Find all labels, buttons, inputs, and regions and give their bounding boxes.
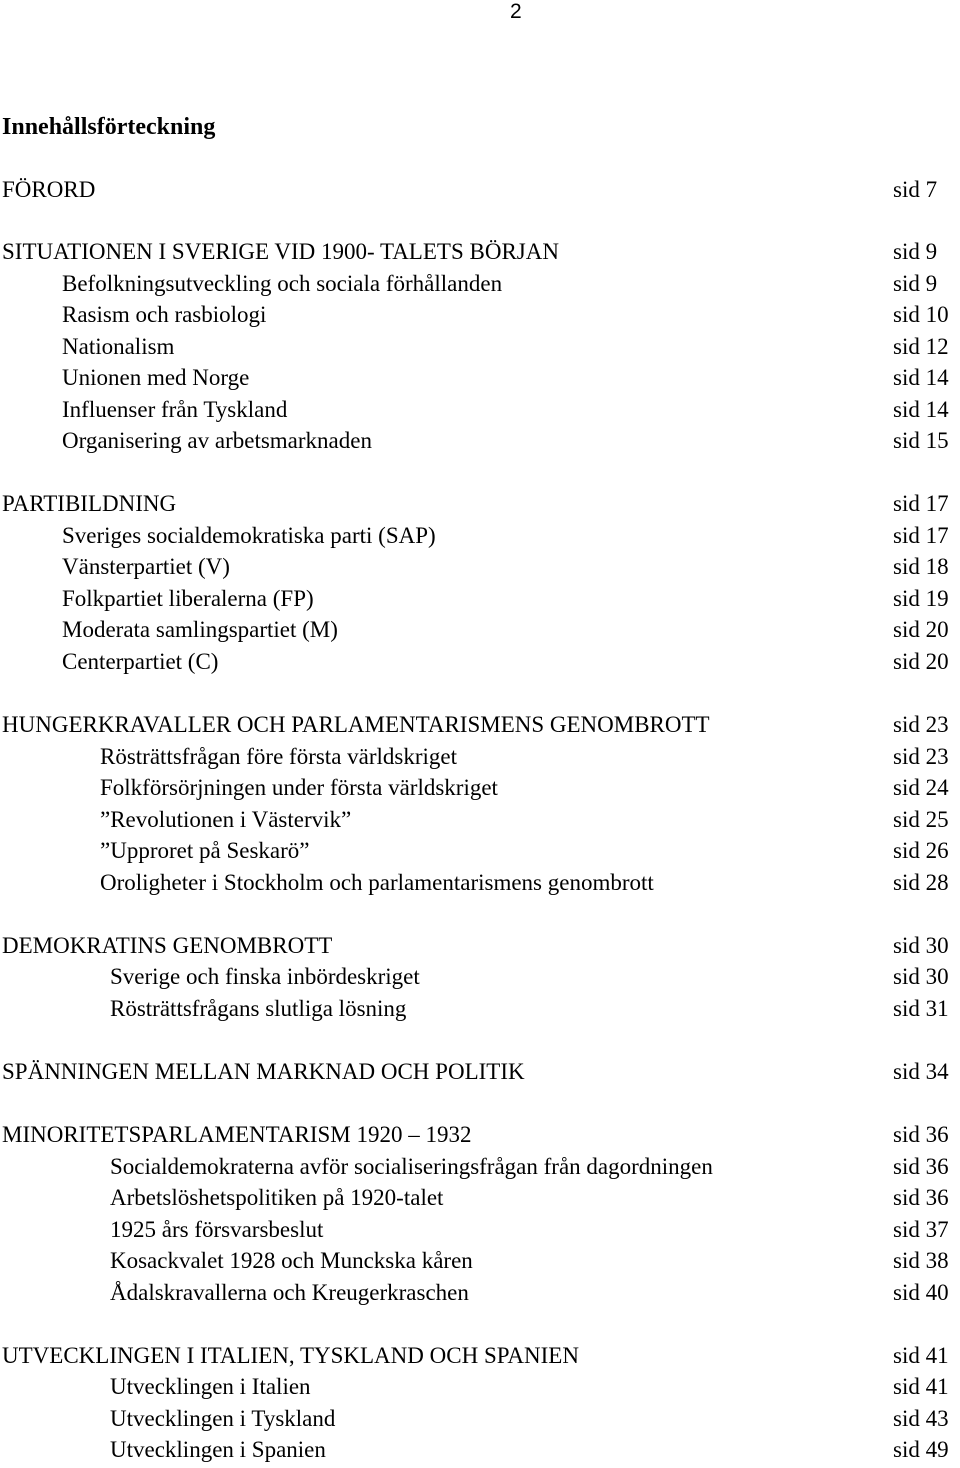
toc-entry-page: sid 38	[893, 1248, 949, 1273]
toc-entry-text: Arbetslöshetspolitiken på 1920-talet	[110, 1185, 444, 1210]
toc-entry-page: sid 10	[893, 302, 949, 327]
toc-entry-page: sid 14	[893, 397, 949, 422]
toc-subentry	[0, 805, 960, 835]
toc-subentry	[0, 615, 960, 645]
toc-entry-text: Rösträttsfrågan före första världskriget	[100, 744, 458, 769]
toc-entry-page: sid 25	[893, 807, 949, 832]
toc-entry-page: sid 9	[893, 239, 938, 264]
toc-entry-text: Befolkningsutveckling och sociala förhållanden	[62, 271, 503, 296]
toc-entry-text: Moderata samlingspartiet (M)	[62, 617, 338, 642]
toc-subentry	[0, 994, 960, 1024]
toc-section-heading	[0, 1120, 960, 1150]
toc-subentry	[0, 395, 960, 425]
toc-entry-text: Nationalism	[62, 334, 175, 359]
toc-subentry	[0, 1152, 960, 1182]
toc-entry-page: sid 17	[893, 491, 949, 516]
page-number: 2	[510, 0, 522, 23]
toc-entry-text: UTVECKLINGEN I ITALIEN, TYSKLAND OCH SPANIEN	[2, 1343, 579, 1368]
toc-subentry	[0, 868, 960, 898]
toc-entry-text: Oroligheter i Stockholm och parlamentarismens genombrott	[100, 870, 654, 895]
toc-subentry	[0, 426, 960, 456]
toc-entry-page: sid 15	[893, 428, 949, 453]
toc-section-heading	[0, 710, 960, 740]
toc-entry-text: Unionen med Norge	[62, 365, 250, 390]
toc-subentry	[0, 1215, 960, 1245]
toc-entry-text: Ådalskravallerna och Kreugerkraschen	[110, 1280, 469, 1305]
toc-section-heading	[0, 1341, 960, 1371]
toc-subentry	[0, 1372, 960, 1402]
toc-entry-text: ”Upproret på Seskarö”	[100, 838, 310, 863]
toc-entry-page: sid 20	[893, 649, 949, 674]
toc-entry-text: Kosackvalet 1928 och Munckska kåren	[110, 1248, 473, 1273]
toc-entry-page: sid 7	[893, 177, 938, 202]
toc-entry-text: PARTIBILDNING	[2, 491, 177, 516]
toc-entry-text: DEMOKRATINS GENOMBROTT	[2, 933, 333, 958]
toc-entry-page: sid 17	[893, 523, 949, 548]
toc-subentry	[0, 1404, 960, 1434]
toc-section-heading	[0, 489, 960, 519]
toc-entry-page: sid 23	[893, 744, 949, 769]
toc-entry-page: sid 14	[893, 365, 949, 390]
toc-subentry	[0, 962, 960, 992]
toc-entry-text: FÖRORD	[2, 177, 96, 202]
toc-subentry	[0, 1246, 960, 1276]
toc-subentry	[0, 521, 960, 551]
toc-entry-page: sid 30	[893, 964, 949, 989]
toc-entry-text: Utvecklingen i Tyskland	[110, 1406, 336, 1431]
toc-subentry	[0, 1435, 960, 1465]
toc-entry-page: sid 30	[893, 933, 949, 958]
toc-entry-text: Vänsterpartiet (V)	[62, 554, 230, 579]
toc-subentry	[0, 332, 960, 362]
toc-section-heading	[0, 175, 960, 205]
toc-entry-text: 1925 års försvarsbeslut	[110, 1217, 324, 1242]
toc-entry-page: sid 12	[893, 334, 949, 359]
toc-entry-page: sid 49	[893, 1437, 949, 1462]
toc-entry-page: sid 34	[893, 1059, 949, 1084]
toc-entry-page: sid 37	[893, 1217, 949, 1242]
toc-subentry	[0, 552, 960, 582]
toc-entry-text: Rasism och rasbiologi	[62, 302, 267, 327]
toc-entry-text: SITUATIONEN I SVERIGE VID 1900- TALETS BÖRJAN	[2, 239, 559, 264]
toc-entry-text: Sveriges socialdemokratiska parti (SAP)	[62, 523, 436, 548]
toc-entry-page: sid 36	[893, 1154, 949, 1179]
toc-entry-text: SPÄNNINGEN MELLAN MARKNAD OCH POLITIK	[2, 1059, 525, 1084]
toc-subentry	[0, 647, 960, 677]
toc-entry-page: sid 18	[893, 554, 949, 579]
toc-entry-page: sid 24	[893, 775, 949, 800]
toc-section-heading	[0, 931, 960, 961]
toc-entry-text: Folkpartiet liberalerna (FP)	[62, 586, 314, 611]
toc-subentry	[0, 300, 960, 330]
toc-entry-text: MINORITETSPARLAMENTARISM 1920 – 1932	[2, 1122, 472, 1147]
toc-entry-text: Folkförsörjningen under första världskriget	[100, 775, 498, 800]
toc-entry-text: Sverige och finska inbördeskriget	[110, 964, 420, 989]
toc-title: Innehållsförteckning	[2, 114, 216, 140]
toc-entry-page: sid 26	[893, 838, 949, 863]
toc-entry-page: sid 41	[893, 1374, 949, 1399]
toc-entry-page: sid 20	[893, 617, 949, 642]
toc-entry-page: sid 28	[893, 870, 949, 895]
toc-entry-text: Utvecklingen i Spanien	[110, 1437, 326, 1462]
toc-entry-text: HUNGERKRAVALLER OCH PARLAMENTARISMENS GENOMBROTT	[2, 712, 710, 737]
toc-entry-text: Rösträttsfrågans slutliga lösning	[110, 996, 407, 1021]
toc-entry-text: ”Revolutionen i Västervik”	[100, 807, 352, 832]
toc-entry-page: sid 19	[893, 586, 949, 611]
toc-entry-page: sid 36	[893, 1185, 949, 1210]
toc-subentry	[0, 269, 960, 299]
toc-subentry	[0, 773, 960, 803]
toc-entry-page: sid 36	[893, 1122, 949, 1147]
toc-subentry	[0, 584, 960, 614]
toc-entry-text: Utvecklingen i Italien	[110, 1374, 311, 1399]
toc-subentry	[0, 742, 960, 772]
toc-subentry	[0, 836, 960, 866]
toc-entry-page: sid 31	[893, 996, 949, 1021]
toc-subentry	[0, 363, 960, 393]
toc-entry-text: Organisering av arbetsmarknaden	[62, 428, 372, 453]
toc-entry-text: Influenser från Tyskland	[62, 397, 288, 422]
toc-entry-page: sid 23	[893, 712, 949, 737]
toc-entry-page: sid 43	[893, 1406, 949, 1431]
toc-section-heading	[0, 237, 960, 267]
toc-entry-text: Centerpartiet (C)	[62, 649, 219, 674]
toc-section-heading	[0, 1057, 960, 1087]
toc-subentry	[0, 1278, 960, 1308]
toc-entry-page: sid 41	[893, 1343, 949, 1368]
toc-entry-page: sid 9	[893, 271, 938, 296]
toc-subentry	[0, 1183, 960, 1213]
toc-entry-page: sid 40	[893, 1280, 949, 1305]
toc-entry-text: Socialdemokraterna avför socialiseringsfrågan från dagordningen	[110, 1154, 713, 1179]
